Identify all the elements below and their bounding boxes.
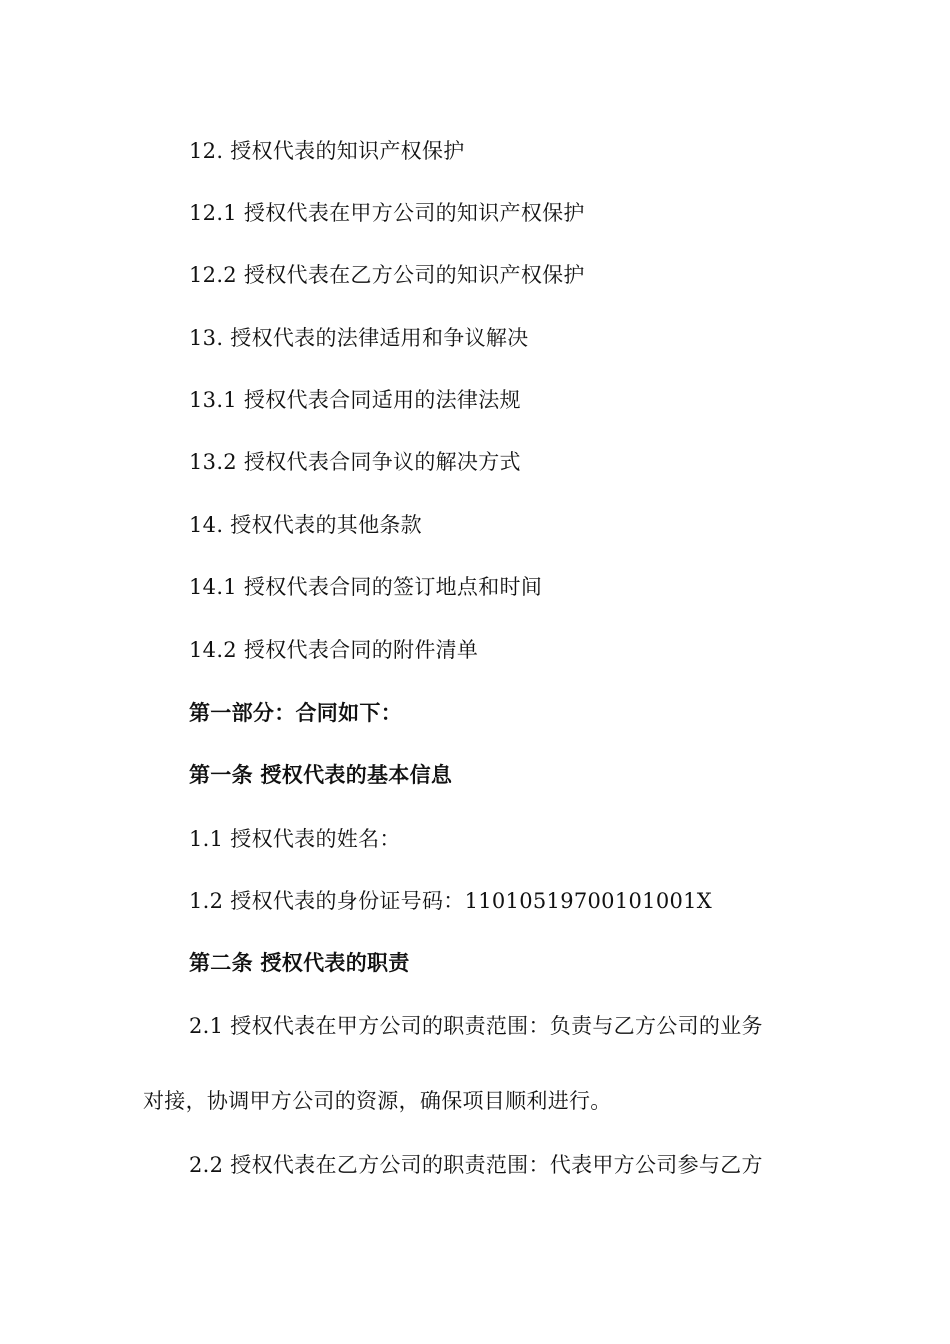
part-heading: 第一部分：合同如下： (189, 701, 402, 725)
clause-2-2: 2.2 授权代表在乙方公司的职责范围：代表甲方公司参与乙方 (189, 1153, 763, 1177)
article-2-heading: 第二条 授权代表的职责 (189, 951, 410, 975)
toc-line-12-1: 12.1 授权代表在甲方公司的知识产权保护 (189, 201, 585, 225)
clause-1-2: 1.2 授权代表的身份证号码：11010519700101001X (189, 889, 713, 913)
toc-line-12-2: 12.2 授权代表在乙方公司的知识产权保护 (189, 263, 585, 287)
toc-line-13-2: 13.2 授权代表合同争议的解决方式 (189, 450, 521, 474)
toc-line-14: 14. 授权代表的其他条款 (189, 513, 422, 537)
clause-2-1: 2.1 授权代表在甲方公司的职责范围：负责与乙方公司的业务 (189, 1014, 763, 1038)
toc-line-12: 12. 授权代表的知识产权保护 (189, 139, 465, 163)
toc-line-13-1: 13.1 授权代表合同适用的法律法规 (189, 388, 521, 412)
article-1-heading: 第一条 授权代表的基本信息 (189, 763, 453, 787)
toc-line-14-2: 14.2 授权代表合同的附件清单 (189, 638, 479, 662)
clause-1-1: 1.1 授权代表的姓名： (189, 827, 401, 851)
clause-2-1-continued: 对接，协调甲方公司的资源，确保项目顺利进行。 (143, 1089, 612, 1113)
toc-line-14-1: 14.1 授权代表合同的签订地点和时间 (189, 575, 543, 599)
toc-line-13: 13. 授权代表的法律适用和争议解决 (189, 326, 529, 350)
